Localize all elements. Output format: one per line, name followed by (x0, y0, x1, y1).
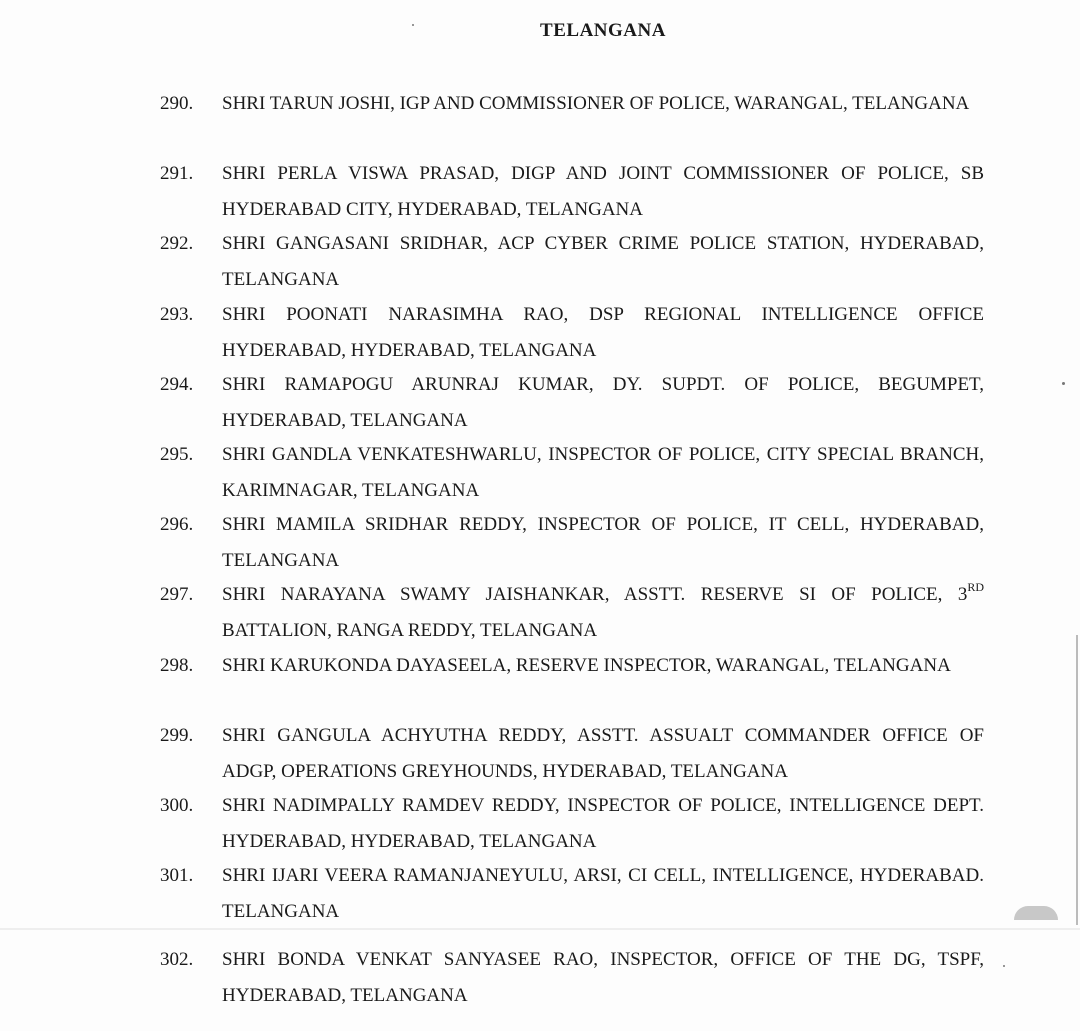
entry-number: 296. (160, 514, 194, 536)
entry-number: 300. (160, 794, 194, 816)
list-item (160, 226, 984, 296)
entry-number: 301. (160, 865, 194, 887)
entry-number: 297. (160, 584, 194, 606)
entry-text: SHRI NADIMPALLY RAMDEV REDDY, INSPECTOR OF POLICE, INTELLIGENCE DEPT. HYDERABAD, HYDERABAD, TELANGANA (222, 794, 984, 852)
entry-number: 293. (160, 303, 194, 325)
entry-text: SHRI BONDA VENKAT SANYASEE RAO, INSPECTOR, OFFICE OF THE DG, TSPF, HYDERABAD, TELANGANA (222, 949, 984, 1007)
scan-edge-line (1076, 635, 1078, 925)
entry-number: 298. (160, 654, 194, 676)
entry-text: SHRI POONATI NARASIMHA RAO, DSP REGIONAL INTELLIGENCE OFFICE HYDERABAD, HYDERABAD, TELANGANA (222, 303, 984, 361)
list-item (160, 648, 984, 718)
scan-speck (412, 24, 414, 26)
list-item (160, 718, 984, 788)
scan-artifact (1014, 906, 1058, 920)
entry-number: 294. (160, 373, 194, 395)
entry-text-start: SHRI NARAYANA SWAMY JAISHANKAR, ASSTT. RESERVE SI OF POLICE, 3 (222, 584, 968, 606)
entry-text: SHRI MAMILA SRIDHAR REDDY, INSPECTOR OF POLICE, IT CELL, HYDERABAD, TELANGANA (222, 514, 984, 572)
list-item (160, 367, 984, 437)
entry-text: SHRI GANGASANI SRIDHAR, ACP CYBER CRIME POLICE STATION, HYDERABAD, TELANGANA (222, 233, 984, 291)
list-item (160, 297, 984, 367)
entry-text: SHRI KARUKONDA DAYASEELA, RESERVE INSPECTOR, WARANGAL, TELANGANA (222, 654, 951, 676)
entry-number: 292. (160, 233, 194, 255)
entry-text: SHRI GANGULA ACHYUTHA REDDY, ASSTT. ASSUALT COMMANDER OFFICE OF ADGP, OPERATIONS GREYHOUNDS, HYDERABAD, TELANGANA (222, 724, 984, 782)
ordinal-superscript: RD (967, 580, 984, 595)
scan-speck (1062, 382, 1065, 385)
awardee-list (160, 86, 984, 1012)
list-item (160, 156, 984, 226)
entry-text: SHRI IJARI VEERA RAMANJANEYULU, ARSI, CI CELL, INTELLIGENCE, HYDERABAD. TELANGANA (222, 865, 984, 923)
entry-text: SHRI GANDLA VENKATESHWARLU, INSPECTOR OF POLICE, CITY SPECIAL BRANCH, KARIMNAGAR, TELANGANA (222, 443, 984, 501)
page-fold-line (0, 928, 1080, 930)
entry-number: 290. (160, 93, 194, 114)
section-heading: TELANGANA (540, 20, 666, 41)
entry-number: 291. (160, 163, 194, 185)
entry-text: SHRI PERLA VISWA PRASAD, DIGP AND JOINT COMMISSIONER OF POLICE, SB HYDERABAD CITY, HYDERABAD, TELANGANA (222, 163, 984, 221)
list-item (160, 788, 984, 858)
list-item (160, 577, 984, 647)
scan-speck (1003, 965, 1005, 967)
entry-text (222, 577, 984, 649)
entry-text: SHRI TARUN JOSHI, IGP AND COMMISSIONER OF POLICE, WARANGAL, TELANGANA (222, 93, 970, 114)
entry-text: SHRI RAMAPOGU ARUNRAJ KUMAR, DY. SUPDT. OF POLICE, BEGUMPET, HYDERABAD, TELANGANA (222, 373, 984, 431)
entry-number: 299. (160, 724, 194, 746)
entry-text-end: BATTALION, RANGA REDDY, TELANGANA (222, 620, 598, 642)
entry-number: 295. (160, 443, 194, 465)
list-item (160, 858, 984, 928)
list-item (160, 86, 984, 156)
list-item (160, 507, 984, 577)
list-item (160, 437, 984, 507)
entry-number: 302. (160, 949, 194, 971)
list-item (160, 942, 984, 1012)
